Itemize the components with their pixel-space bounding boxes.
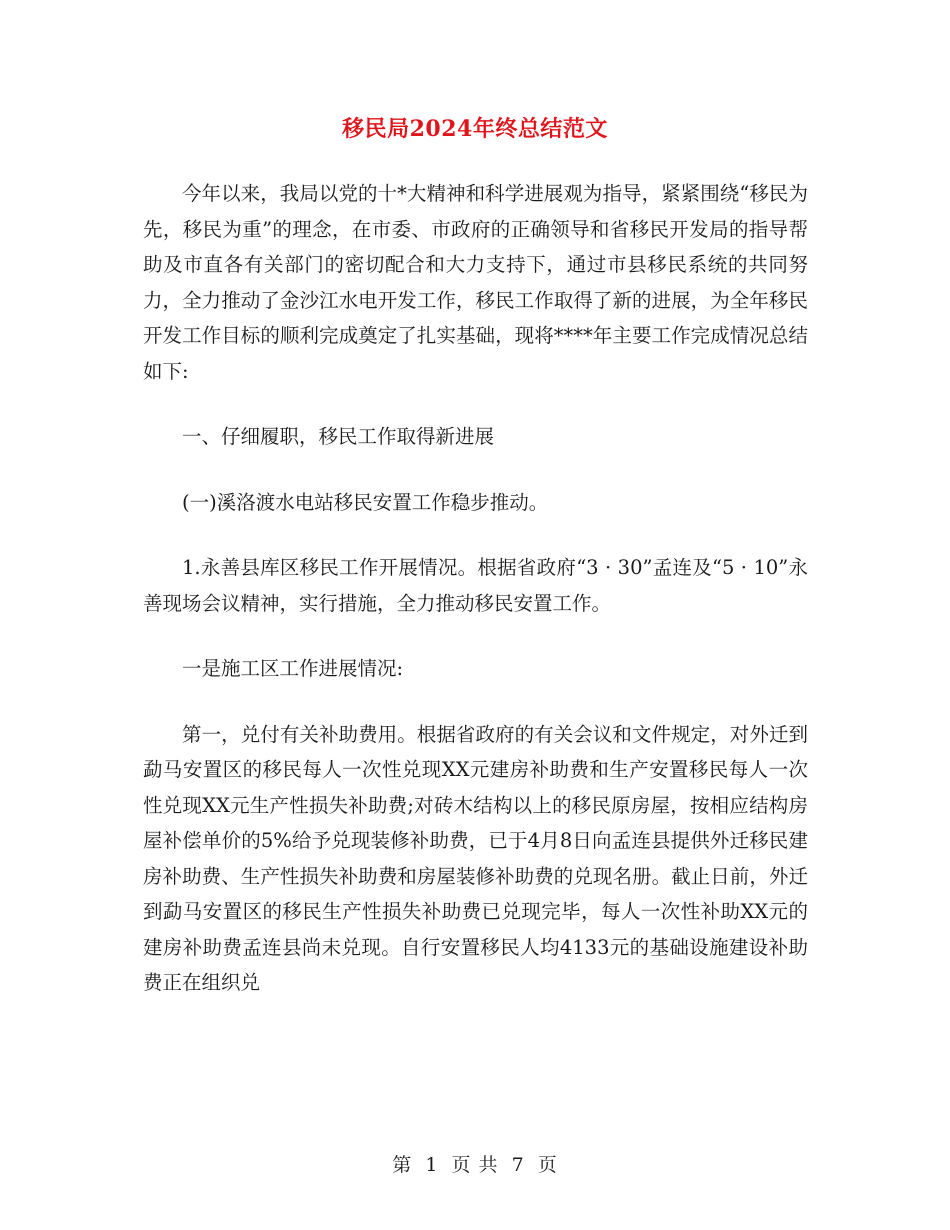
paragraph-intro: 今年以来，我局以党的十*大精神和科学进展观为指导，紧紧围绕“移民为先，移民为重”的理念，在市委、市政府的正确领导和省移民开发局的指导帮助及市直各有关部门的密切配合和大力支持下，通过市县移民系统的共同努力，全力推动了金沙江水电开发工作，移民工作取得了新的进展，为全年移民开发工作目标的顺利完成奠定了扎实基础，现将****年主要工作完成情况总结如下:: [143, 182, 808, 383]
section-heading-1: 一、仔细履职，移民工作取得新进展: [182, 425, 495, 448]
document-title: 移民局2024年终总结范文: [342, 116, 608, 142]
paragraph-construction-heading: 一是施工区工作进展情况:: [182, 657, 404, 680]
footer-mid: 页 共: [451, 1154, 499, 1176]
document-body: [143, 176, 808, 1031]
paragraph-subsidy: 第一，兑付有关补助费用。根据省政府的有关会议和文件规定，对外迁到勐马安置区的移民每人一次性兑现XX元建房补助费和生产安置移民每人一次性兑现XX元生产性损失补助费;对砖木结构以上的移民原房屋，按相应结构房屋补偿单价的5%给予兑现装修补助费，已于4月8日向孟连县提供外迁移民建房补助费、生产性损失补助费和房屋装修补助费的兑现名册。截止日前，外迁到勐马安置区的移民生产性损失补助费已兑现完毕，每人一次性补助XX元的建房补助费孟连县尚未兑现。自行安置移民人均4133元的基础设施建设补助费正在组织兑: [143, 722, 808, 994]
footer-prefix: 第: [392, 1154, 413, 1176]
paragraph-yongshan: 1.永善县库区移民工作开展情况。根据省政府“3 · 30”孟连及“5 · 10”永善现场会议精神，实行措施，全力推动移民安置工作。: [143, 556, 808, 615]
subsection-heading-1: (一)溪洛渡水电站移民安置工作稳步推动。: [182, 490, 549, 514]
footer-total-pages: 7: [511, 1154, 525, 1176]
footer-page-number: 1: [425, 1154, 439, 1176]
page-footer: [0, 1150, 950, 1177]
footer-suffix: 页: [537, 1154, 558, 1176]
